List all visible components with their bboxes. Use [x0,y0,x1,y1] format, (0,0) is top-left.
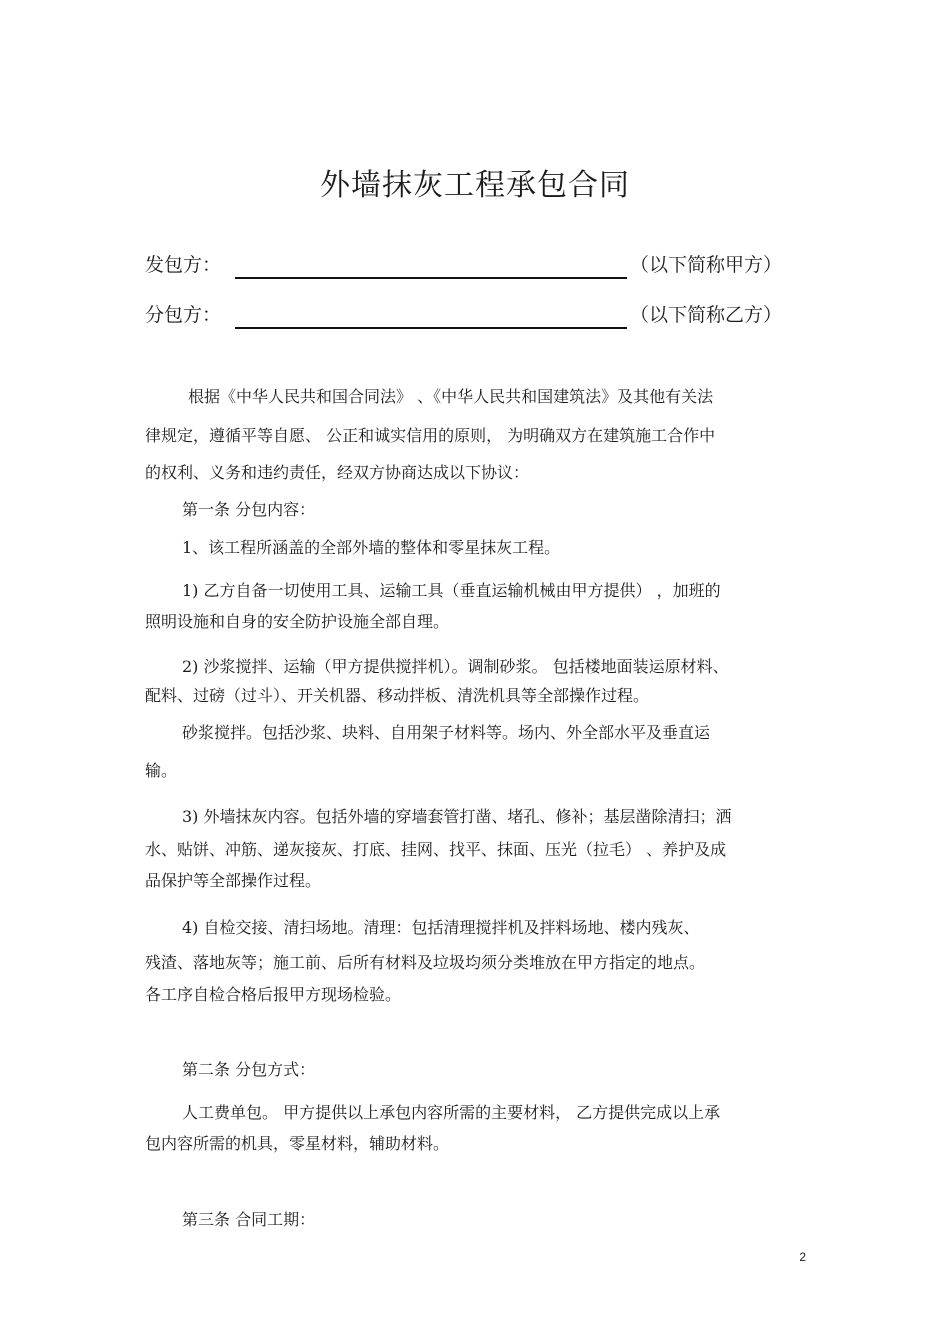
intro-line-2: 律规定，遵循平等自愿、 公正和诚实信用的原则， 为明确双方在建筑施工合作中 [145,426,716,445]
party-b-abbr: （以下简称乙方） [630,304,783,326]
party-a-abbr: （以下简称甲方） [630,254,783,276]
item-4-line-3: 各工序自检合格后报甲方现场检验。 [145,985,402,1004]
document-title: 外墙抹灰工程承包合同 [320,168,630,203]
party-a-blank-line [235,277,627,279]
article-3-heading: 第三条 合同工期： [182,1210,316,1229]
intro-line-3: 的权利、义务和违约责任，经双方协商达成以下协议： [145,463,530,482]
item-4-line-2: 残渣、落地灰等；施工前、后所有材料及垃圾均须分类堆放在甲方指定的地点。 [145,953,706,972]
item-2-line-4: 输。 [145,761,178,780]
item-3-line-1: 3) 外墙抹灰内容。包括外墙的穿墙套管打凿、堵孔、修补；基层凿除清扫；洒 [182,807,732,826]
item-3-line-3: 品保护等全部操作过程。 [145,871,322,890]
item-2-line-3: 砂浆搅拌。包括沙浆、块料、自用架子材料等。场内、外全部水平及垂直运 [182,723,711,742]
intro-line-1: 根据《中华人民共和国合同法》 、《中华人民共和国建筑法》及其他有关法 [188,387,714,406]
article-2-line-1: 人工费单包。 甲方提供以上承包内容所需的主要材料， 乙方提供完成以上承 [182,1103,721,1122]
party-a-row [145,250,805,280]
item-4-line-1: 4) 自检交接、清扫场地。清理：包括清理搅拌机及拌料场地、楼内残灰、 [182,918,700,937]
party-b-blank-line [235,327,627,329]
party-b-label: 分包方： [145,304,222,326]
party-b-row [145,300,805,330]
item-2-line-2: 配料、过磅（过斗）、开关机器、移动拌板、清洗机具等全部操作过程。 [145,686,650,705]
party-a-label: 发包方： [145,254,222,276]
item-1-line-1: 1) 乙方自备一切使用工具、运输工具（垂直运输机械由甲方提供） ，加班的 [182,581,721,600]
article-1-heading: 第一条 分包内容： [182,500,316,519]
article-2-line-2: 包内容所需的机具，零星材料，辅助材料。 [145,1134,450,1153]
article-2-heading: 第二条 分包方式： [182,1060,316,1079]
item-2-line-1: 2) 沙浆搅拌、运输（甲方提供搅拌机）。调制砂浆。 包括楼地面装运原材料、 [182,657,729,676]
article-1-item-1: 1、该工程所涵盖的全部外墙的整体和零星抹灰工程。 [182,538,561,557]
page-number: 2 [799,1250,806,1264]
item-1-line-2: 照明设施和自身的安全防护设施全部自理。 [145,612,450,631]
item-3-line-2: 水、贴饼、冲筋、递灰接灰、打底、挂网、找平、抹面、压光（拉毛） 、养护及成 [145,840,727,859]
